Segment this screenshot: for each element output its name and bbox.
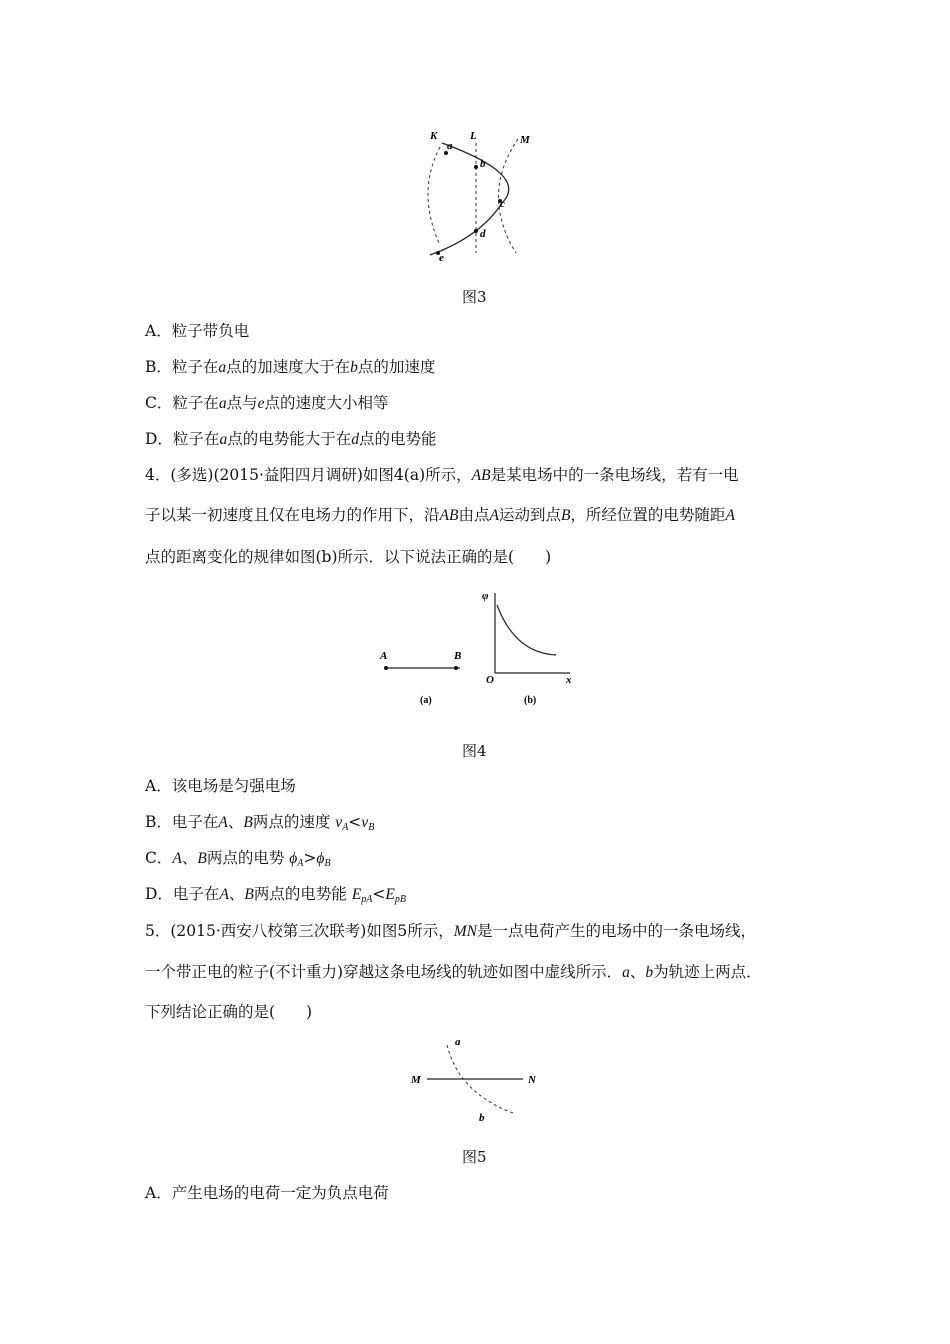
label-d: d xyxy=(480,228,486,240)
field-line-k xyxy=(428,147,440,245)
q5-stem-line-3: 下列结论正确的是( ) xyxy=(145,1003,313,1021)
label-m: M xyxy=(520,134,530,146)
field-line-m xyxy=(498,139,518,253)
q4-option-d: D．电子在A、B两点的电势能 $E_{pA}<E_{pB}$ xyxy=(145,885,406,905)
fig4-caption: 图4 xyxy=(462,742,487,760)
label-l: L xyxy=(470,130,477,142)
label-k: K xyxy=(430,130,438,142)
q4-option-c: C．A、B两点的电势 $\phi_A>\phi_B$ xyxy=(145,849,331,869)
label-n-upper: N xyxy=(528,1074,536,1086)
label-a-upper: A xyxy=(380,650,388,662)
fig3-caption: 图3 xyxy=(462,288,487,306)
q3-option-d: D．粒子在a点的电势能大于在d点的电势能 xyxy=(145,430,437,448)
q4-option-b: B．电子在A、B两点的速度 $v_A<v_B$ xyxy=(145,813,375,833)
q5-stem-line-2: 一个带正电的粒子(不计重力)穿越这条电场线的轨迹如图中虚线所示．a、b为轨迹上两点． xyxy=(145,963,762,981)
figure-3 xyxy=(420,125,540,265)
fig5-caption: 图5 xyxy=(462,1148,487,1166)
label-a-lower: a xyxy=(455,1036,461,1048)
q5-option-a: A．产生电场的电荷一定为负点电荷 xyxy=(145,1184,389,1202)
potential-curve xyxy=(497,605,556,655)
label-b: b xyxy=(480,158,486,170)
q4-option-a: A．该电场是匀强电场 xyxy=(145,777,296,795)
q4-stem-line-2: 子以某一初速度且仅在电场力的作用下，沿AB由点A运动到点B，所经位置的电势随距A xyxy=(145,506,735,524)
label-phi: φ xyxy=(482,590,489,602)
point-b xyxy=(474,165,478,169)
q3-option-b: B．粒子在a点的加速度大于在b点的加速度 xyxy=(145,358,436,376)
tag-b: (b) xyxy=(524,695,537,706)
point-d xyxy=(474,229,478,233)
label-e: e xyxy=(439,252,444,264)
label-x: x xyxy=(566,674,572,686)
label-b-upper: B xyxy=(454,650,462,662)
tag-a: (a) xyxy=(420,695,432,706)
q4-stem-line-3: 点的距离变化的规律如图(b)所示．以下说法正确的是( ) xyxy=(145,548,552,566)
label-a: a xyxy=(447,140,453,152)
label-o: O xyxy=(486,674,494,686)
label-c: c xyxy=(500,198,505,210)
q3-option-a: A．粒子带负电 xyxy=(145,322,250,340)
figure-4 xyxy=(370,583,590,713)
point-b-dot xyxy=(454,666,458,670)
point-a-dot xyxy=(384,666,388,670)
q5-stem-line-1: 5．(2015·西安八校第三次联考)如图5所示，MN是一点电荷产生的电场中的一条电场线， xyxy=(145,922,756,940)
q3-option-c: C．粒子在a点与e点的速度大小相等 xyxy=(145,394,389,412)
label-m-upper: M xyxy=(411,1074,421,1086)
figure-5 xyxy=(405,1033,555,1128)
label-b-lower: b xyxy=(479,1112,485,1124)
q4-stem-line-1: 4．(多选)(2015·益阳四月调研)如图4(a)所示，AB是某电场中的一条电场线，若有一电 xyxy=(145,466,739,484)
particle-trajectory xyxy=(430,143,509,255)
